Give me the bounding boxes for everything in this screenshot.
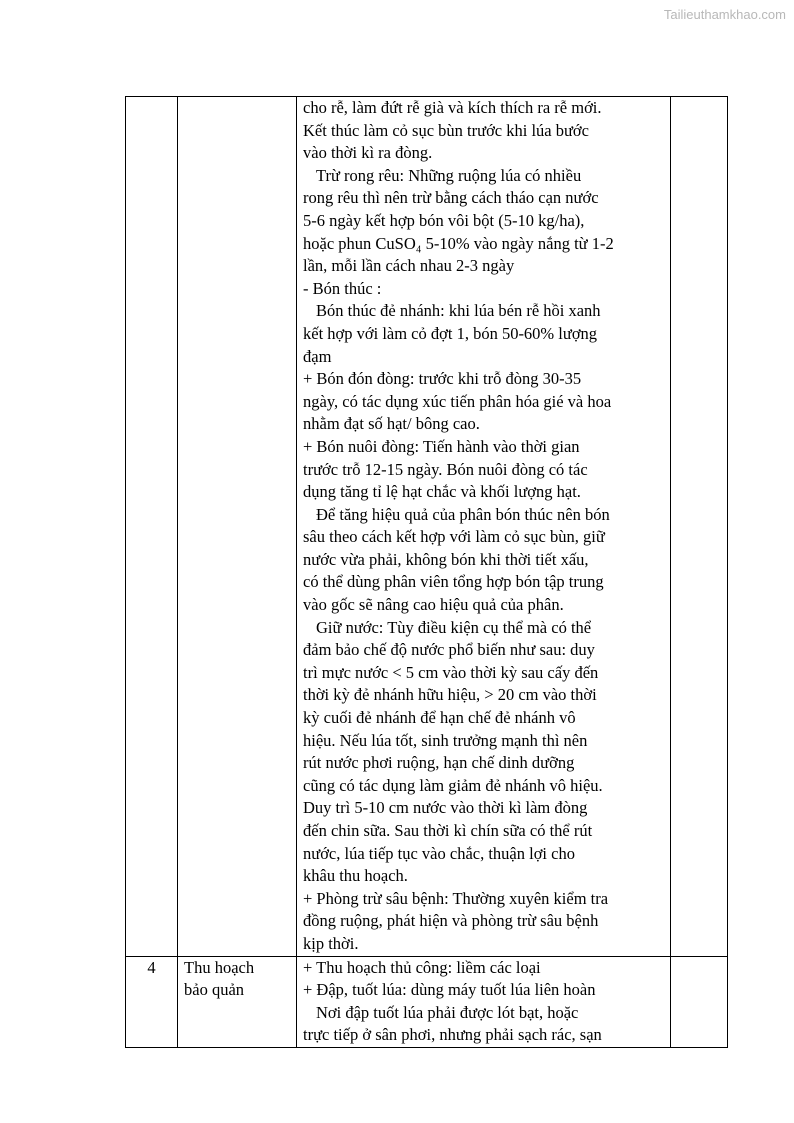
content-line: Bón thúc đẻ nhánh: khi lúa bén rễ hồi xanh — [316, 301, 601, 321]
step-name-line: bảo quản — [184, 980, 245, 1000]
content-line: rút nước phơi ruộng, hạn chế dinh dưỡng — [303, 753, 575, 773]
content-line: kết hợp với làm cỏ đợt 1, bón 50-60% lượng — [303, 323, 598, 343]
procedure-table — [125, 96, 728, 1048]
content-line: + Bón nuôi đòng: Tiến hành vào thời gian — [303, 436, 580, 456]
content-line: vào thời kì ra đòng. — [303, 143, 433, 163]
content-line: - Bón thúc : — [303, 278, 382, 298]
content-line: lần, mỗi lần cách nhau 2-3 ngày — [303, 256, 515, 276]
content-cell — [297, 956, 671, 1047]
step-name-cell — [178, 956, 297, 1047]
content-cell — [297, 97, 671, 957]
content-line: nước vừa phải, không bón khi thời tiết xấu, — [303, 549, 589, 569]
content-line: + Bón đón đòng: trước khi trỗ đòng 30-35 — [303, 369, 582, 389]
step-name-line: Thu hoạch — [184, 957, 255, 977]
content-line: vào gốc sẽ nâng cao hiệu quả của phân. — [303, 595, 564, 615]
content-line: khâu thu hoạch. — [303, 866, 408, 886]
content-line: hoặc phun CuSO₄ 5-10% vào ngày nắng từ 1-2 — [303, 233, 614, 253]
content-line: dụng tăng tỉ lệ hạt chắc và khối lượng hạt. — [303, 482, 581, 502]
watermark: Tailieuthamkhao.com — [663, 7, 786, 22]
content-line: đảm bảo chế độ nước phổ biến như sau: duy — [303, 640, 595, 660]
step-name-cell — [178, 97, 297, 957]
stt-cell — [126, 97, 178, 957]
content-line: kỳ cuối đẻ nhánh để hạn chế đẻ nhánh vô — [303, 708, 576, 728]
table-row — [126, 97, 728, 957]
content-line: cho rễ, làm đứt rễ già và kích thích ra rễ mới. — [303, 98, 602, 117]
content-line: có thể dùng phân viên tổng hợp bón tập trung — [303, 572, 604, 592]
content-line: rong rêu thì nên trừ bằng cách tháo cạn nước — [303, 188, 599, 208]
content-line: kịp thời. — [303, 933, 359, 953]
content-line: trực tiếp ở sân phơi, nhưng phải sạch rác, sạn — [303, 1025, 602, 1045]
content-line: đến chin sữa. Sau thời kì chín sữa có thể rút — [303, 821, 593, 840]
content-line: hiệu. Nếu lúa tốt, sinh trưởng mạnh thì nên — [303, 730, 588, 750]
content-line: Kết thúc làm cỏ sục bùn trước khi lúa bước — [303, 120, 589, 140]
content-line: ngày, có tác dụng xúc tiến phân hóa gié và hoa — [303, 391, 612, 411]
table-row — [126, 956, 728, 1047]
content-line: đạm — [303, 346, 332, 366]
content-line: nước, lúa tiếp tục vào chắc, thuận lợi cho — [303, 843, 575, 863]
content-line: cũng có tác dụng làm giảm đẻ nhánh vô hiệu. — [303, 775, 603, 795]
content-line: 5-6 ngày kết hợp bón vôi bột (5-10 kg/ha), — [303, 210, 585, 230]
stt-cell: 4 — [126, 956, 178, 1047]
content-line: Để tăng hiệu quả của phân bón thúc nên bón — [316, 504, 610, 524]
content-line: + Đập, tuốt lúa: dùng máy tuốt lúa liên hoàn — [303, 980, 596, 1000]
content-line: Giữ nước: Tùy điều kiện cụ thể mà có thể — [316, 617, 592, 637]
content-line: + Phòng trừ sâu bệnh: Thường xuyên kiểm tra — [303, 888, 609, 908]
content-line: thời kỳ đẻ nhánh hữu hiệu, > 20 cm vào thời — [303, 685, 597, 705]
content-line: trước trỗ 12-15 ngày. Bón nuôi đòng có tác — [303, 459, 588, 479]
content-line: + Thu hoạch thủ công: liềm các loại — [303, 957, 541, 977]
content-line: Trừ rong rêu: Những ruộng lúa có nhiều — [316, 165, 582, 185]
content-line: Duy trì 5-10 cm nước vào thời kì làm đòng — [303, 798, 588, 818]
note-cell — [671, 956, 728, 1047]
content-line: sâu theo cách kết hợp với làm cỏ sục bùn, giữ — [303, 527, 605, 547]
note-cell — [671, 97, 728, 957]
content-line: đồng ruộng, phát hiện và phòng trừ sâu bệnh — [303, 911, 599, 931]
content-line: trì mực nước < 5 cm vào thời kỳ sau cấy đến — [303, 662, 599, 682]
content-line: Nơi đập tuốt lúa phải được lót bạt, hoặc — [316, 1002, 579, 1022]
content-line: nhằm đạt số hạt/ bông cao. — [303, 414, 480, 434]
